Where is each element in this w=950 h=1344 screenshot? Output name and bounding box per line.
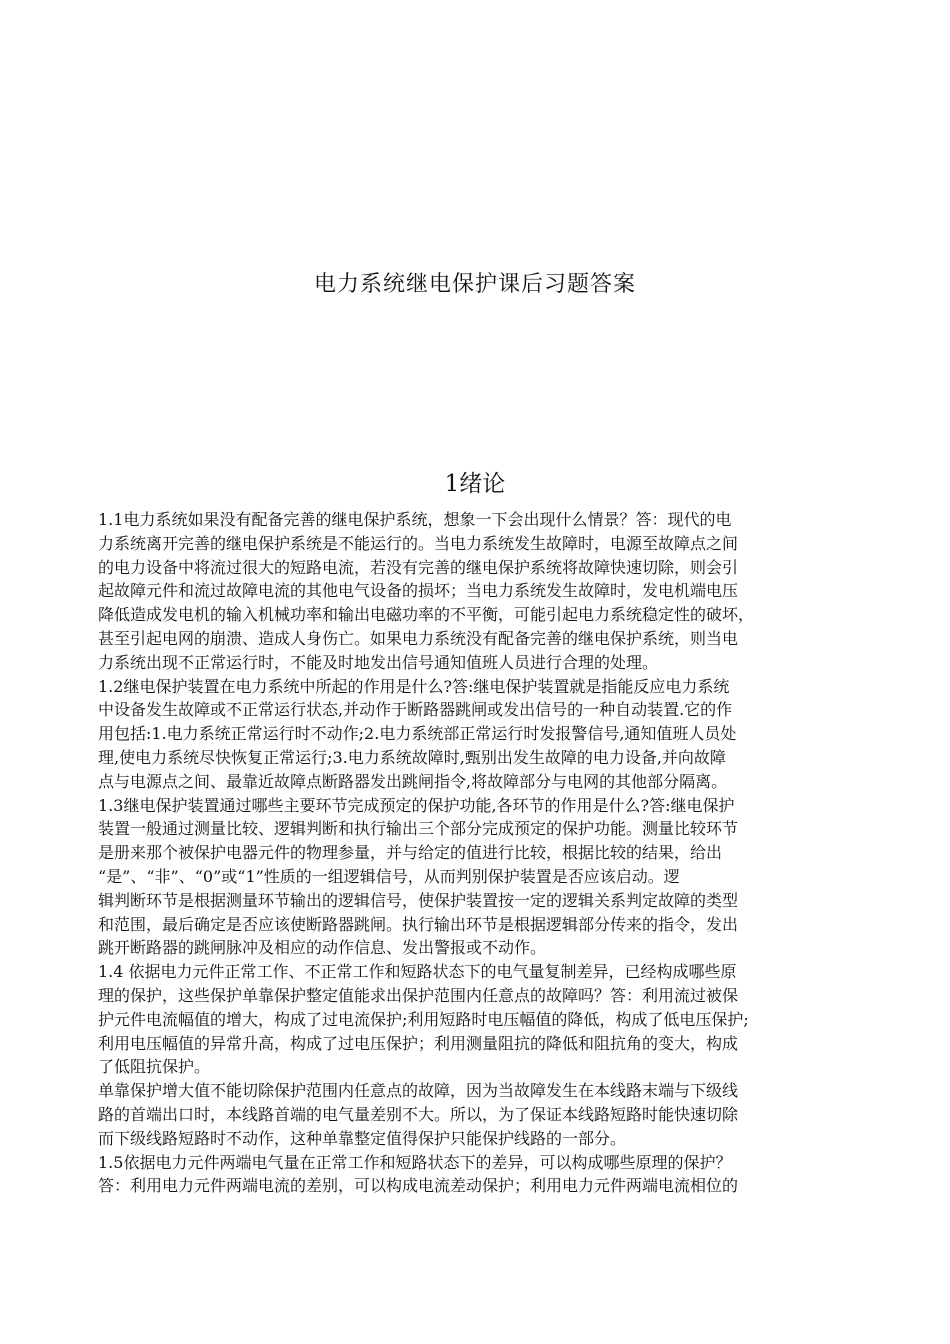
text-line: 甚至引起电网的崩溃、造成人身伤亡。如果电力系统没有配备完善的继电保护系统，则当电 — [98, 628, 739, 648]
text-line: 1.5依据电力元件两端电气量在正常工作和短路状态下的差异，可以构成哪些原理的保护？ — [98, 1152, 732, 1172]
text-line: “是”、“非”、“0”或“1”性质的一组逻辑信号，从而判别保护装置是否应该启动。逻 — [98, 866, 680, 886]
text-line: 了低阻抗保护。 — [98, 1057, 211, 1077]
text-line: 1.3继电保护装置通过哪些主要环节完成预定的保护功能,各环节的作用是什么?答:继电保护 — [98, 795, 735, 815]
text-line: 中设备发生故障或不正常运行状态,并动作于断路器跳闸或发出信号的一种自动装置.它的作 — [98, 700, 733, 720]
text-line: 力系统出现不正常运行时，不能及时地发出信号通知值班人员进行合理的处理。 — [98, 652, 659, 672]
document-title: 电力系统继电保护课后习题答案 — [313, 272, 636, 297]
chapter-heading: 1绪论 — [444, 471, 506, 497]
text-line: 1.2继电保护装置在电力系统中所起的作用是什么?答:继电保护装置就是指能反应电力系统 — [98, 676, 730, 696]
text-line: 跳开断路器的跳闸脉冲及相应的动作信息、发出警报或不动作。 — [98, 938, 547, 958]
text-line: 是册来那个被保护电器元件的物理参量，并与给定的值进行比较，根据比较的结果，给出 — [98, 843, 723, 863]
text-line: 用包括:1.电力系统正常运行时不动作;2.电力系统部正常运行时发报警信号,通知值班人员处 — [98, 724, 737, 744]
text-line: 1.1电力系统如果没有配备完善的继电保护系统，想象一下会出现什么情景？答：现代的电 — [98, 510, 732, 529]
text-line: 装置一般通过测量比较、逻辑判断和执行输出三个部分完成预定的保护功能。测量比较环节 — [98, 819, 739, 839]
text-line: 而下级线路短路时不动作，这种单靠整定值得保护只能保护线路的一部分。 — [98, 1128, 627, 1148]
text-line: 点与电源点之间、最靠近故障点断路器发出跳闸指令,将故障部分与电网的其他部分隔离。 — [98, 771, 728, 791]
text-line: 力系统离开完善的继电保护系统是不能运行的。当电力系统发生故障时，电源至故障点之间 — [98, 533, 739, 553]
text-line: 路的首端出口时，本线路首端的电气量差别不大。所以，为了保证本线路短路时能快速切除 — [98, 1104, 739, 1124]
text-line: 答：利用电力元件两端电流的差别，可以构成电流差动保护；利用电力元件两端电流相位的 — [98, 1176, 739, 1196]
body-text — [98, 508, 888, 1198]
text-line: 护元件电流幅值的增大，构成了过电流保护;利用短路时电压幅值的降低，构成了低电压保护; — [98, 1009, 749, 1029]
text-line: 利用电压幅值的异常升高，构成了过电压保护；利用测量阻抗的降低和阻抗角的变大，构成 — [98, 1033, 739, 1053]
text-line: 的电力设备中将流过很大的短路电流，若没有完善的继电保护系统将故障快速切除，则会引 — [98, 557, 739, 577]
text-line: 降低造成发电机的输入机械功率和输出电磁功率的不平衡，可能引起电力系统稳定性的破坏， — [98, 605, 755, 625]
text-line: 和范围，最后确定是否应该使断路器跳闸。执行输出环节是根据逻辑部分传来的指令，发出 — [98, 914, 739, 934]
text-line: 单靠保护增大值不能切除保护范围内任意点的故障，因为当故障发生在本线路末端与下级线 — [98, 1081, 739, 1101]
text-line: 辑判断环节是根据测量环节输出的逻辑信号，使保护装置按一定的逻辑关系判定故障的类型 — [98, 890, 739, 910]
text-line: 理,使电力系统尽快恢复正常运行;3.电力系统故障时,甄别出发生故障的电力设备,并向故障 — [98, 747, 726, 767]
text-line: 起故障元件和流过故障电流的其他电气设备的损坏；当电力系统发生故障时，发电机端电压 — [98, 581, 739, 601]
text-line: 理的保护，这些保护单靠保护整定值能求出保护范围内任意点的故障吗？答：利用流过被保 — [98, 985, 739, 1005]
text-line: 1.4 依据电力元件正常工作、不正常工作和短路状态下的电气量复制差异，已经构成哪些原 — [98, 962, 737, 982]
